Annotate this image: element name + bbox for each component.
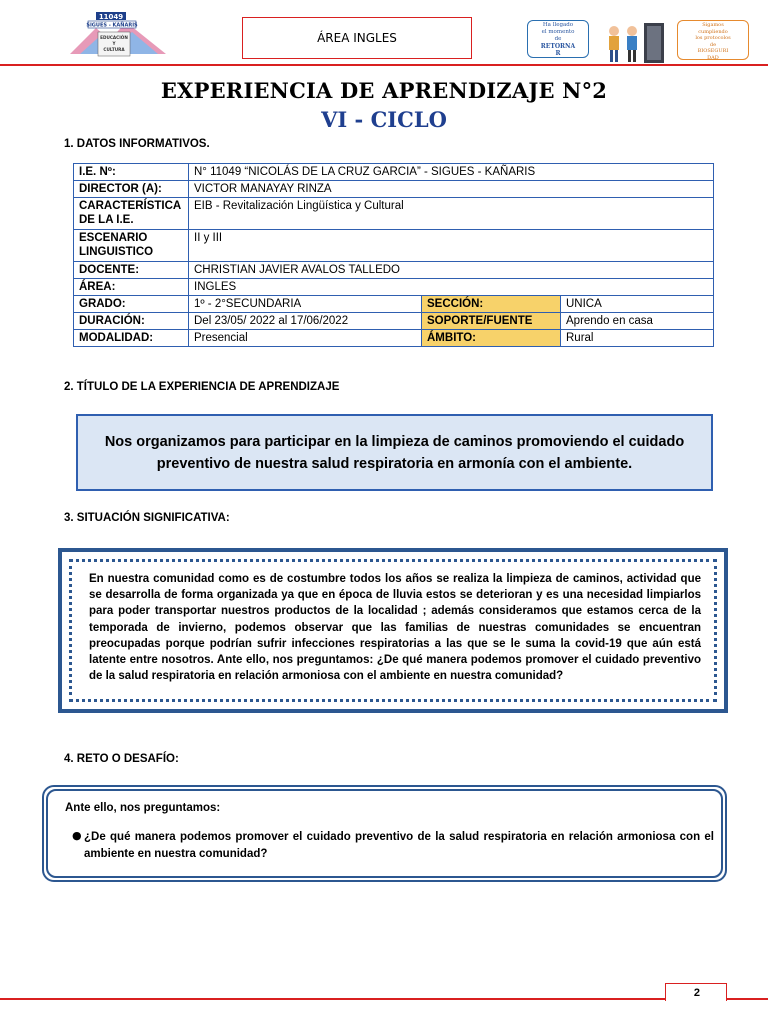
modalidad-value: Presencial [189, 330, 422, 347]
docente-label: DOCENTE: [74, 262, 189, 279]
table-row [74, 230, 714, 262]
table-row [74, 296, 714, 313]
page-subtitle: VI - CICLO [321, 107, 447, 132]
director-label: DIRECTOR (A): [74, 181, 189, 198]
school-logo [66, 10, 170, 60]
bullet-icon: ● [72, 829, 82, 842]
modalidad-label: MODALIDAD: [74, 330, 189, 347]
table-row [74, 313, 714, 330]
students-illustration [600, 19, 670, 67]
area-row-value: INGLES [189, 279, 714, 296]
caracteristica-label: CARACTERÍSTICA DE LA I.E. [74, 198, 189, 230]
bubble-line: RETORNA [540, 43, 576, 50]
table-row [74, 198, 714, 230]
bubble-line: cumpliendo [698, 28, 728, 35]
logo-number: 11049 [98, 13, 124, 21]
experiencia-title-box [76, 414, 713, 491]
reto-intro: Ante ello, nos preguntamos: [65, 802, 221, 814]
logo-educacion: EDUCACIÓN [100, 35, 128, 40]
bubble-line: los protocolos [695, 35, 731, 42]
bubble-line: de [709, 41, 717, 48]
docente-value: CHRISTIAN JAVIER AVALOS TALLEDO [189, 262, 714, 279]
bubble-line: de [554, 36, 562, 42]
table-row [74, 181, 714, 198]
duracion-value: Del 23/05/ 2022 al 17/06/2022 [189, 313, 422, 330]
reto-question: ¿De qué manera podemos promover el cuidado preventivo de la salud respiratoria en relación armoniosa con el ambiente en nuestra comunidad? [84, 831, 714, 860]
ambito-label: ÁMBITO: [422, 330, 561, 347]
datos-informativos-table [73, 163, 714, 347]
area-row-label: ÁREA: [74, 279, 189, 296]
table-row [74, 262, 714, 279]
logo-place: SIGUES - KAÑARIS [86, 22, 138, 29]
table-row [74, 330, 714, 347]
section-heading-datos: 1. DATOS INFORMATIVOS. [64, 138, 210, 150]
footer-divider [0, 998, 768, 1000]
caracteristica-value: EIB - Revitalización Lingüística y Cultural [189, 198, 714, 230]
soporte-value: Aprendo en casa [561, 313, 714, 330]
section-heading-situacion: 3. SITUACIÓN SIGNIFICATIVA: [64, 512, 230, 524]
escenario-label: ESCENARIO LINGUISTICO [74, 230, 189, 262]
biosafety-speech-bubble [677, 20, 749, 60]
grado-label: GRADO: [74, 296, 189, 313]
bubble-line: R [555, 50, 561, 57]
table-row [74, 279, 714, 296]
ie-label: I.E. Nº: [74, 164, 189, 181]
return-speech-bubble [527, 20, 589, 58]
seccion-label: SECCIÓN: [422, 296, 561, 313]
bubble-line: el momento [541, 29, 575, 35]
experiencia-title: Nos organizamos para participar en la limpieza de caminos promoviendo el cuidado preventivo de nuestra salud respiratoria en armonía con el ambiente. [104, 433, 685, 472]
section-heading-titulo: 2. TÍTULO DE LA EXPERIENCIA DE APRENDIZAJE [64, 381, 340, 393]
situacion-frame [58, 548, 728, 713]
grado-value: 1º - 2°SECUNDARIA [189, 296, 422, 313]
logo-y: Y [112, 41, 116, 46]
bubble-line: Sigamos [702, 22, 724, 28]
bubble-line: DAD [707, 54, 719, 61]
duracion-label: DURACIÓN: [74, 313, 189, 330]
bubble-line: BIOSEGURI [697, 48, 729, 55]
page-number: 2 [665, 983, 727, 1001]
ie-value: N° 11049 “NICOLÁS DE LA CRUZ GARCIA” - SIGUES - KAÑARIS [189, 164, 714, 181]
bubble-line: Ha llegado [542, 22, 574, 28]
header-divider [0, 64, 768, 66]
seccion-value: UNICA [561, 296, 714, 313]
soporte-label: SOPORTE/FUENTE [422, 313, 561, 330]
director-value: VICTOR MANAYAY RINZA [189, 181, 714, 198]
section-heading-reto: 4. RETO O DESAFÍO: [64, 753, 179, 765]
situacion-text: En nuestra comunidad como es de costumbre todos los años se realiza la limpieza de caminos, actividad que se desarrolla de forma organizada ya que en época de lluvia estos se deterioran y es una necesidad limpiarlos para poder transportar nuestros productos de la localidad ; además consideramos que estamos cerca de la temporada de invierno, podemos observar que las familias de nuestras comunidades se encuentran preocupadas porque podrían sufrir infecciones respiratorias a las que se le suma la covid-19 que aún está latente entre nosotros. Ante ello, nos preguntamos: ¿De qué manera podemos promover el cuidado preventivo de la salud respiratoria en relación armoniosa con el ambiente en nuestra comunidad? [89, 573, 701, 683]
ambito-value: Rural [561, 330, 714, 347]
table-row [74, 164, 714, 181]
page-title: EXPERIENCIA DE APRENDIZAJE N°2 [160, 78, 608, 103]
escenario-value: II y III [189, 230, 714, 262]
logo-cultura: CULTURA [103, 47, 125, 52]
area-label-box [242, 17, 472, 59]
area-label: ÁREA INGLES [317, 31, 397, 45]
